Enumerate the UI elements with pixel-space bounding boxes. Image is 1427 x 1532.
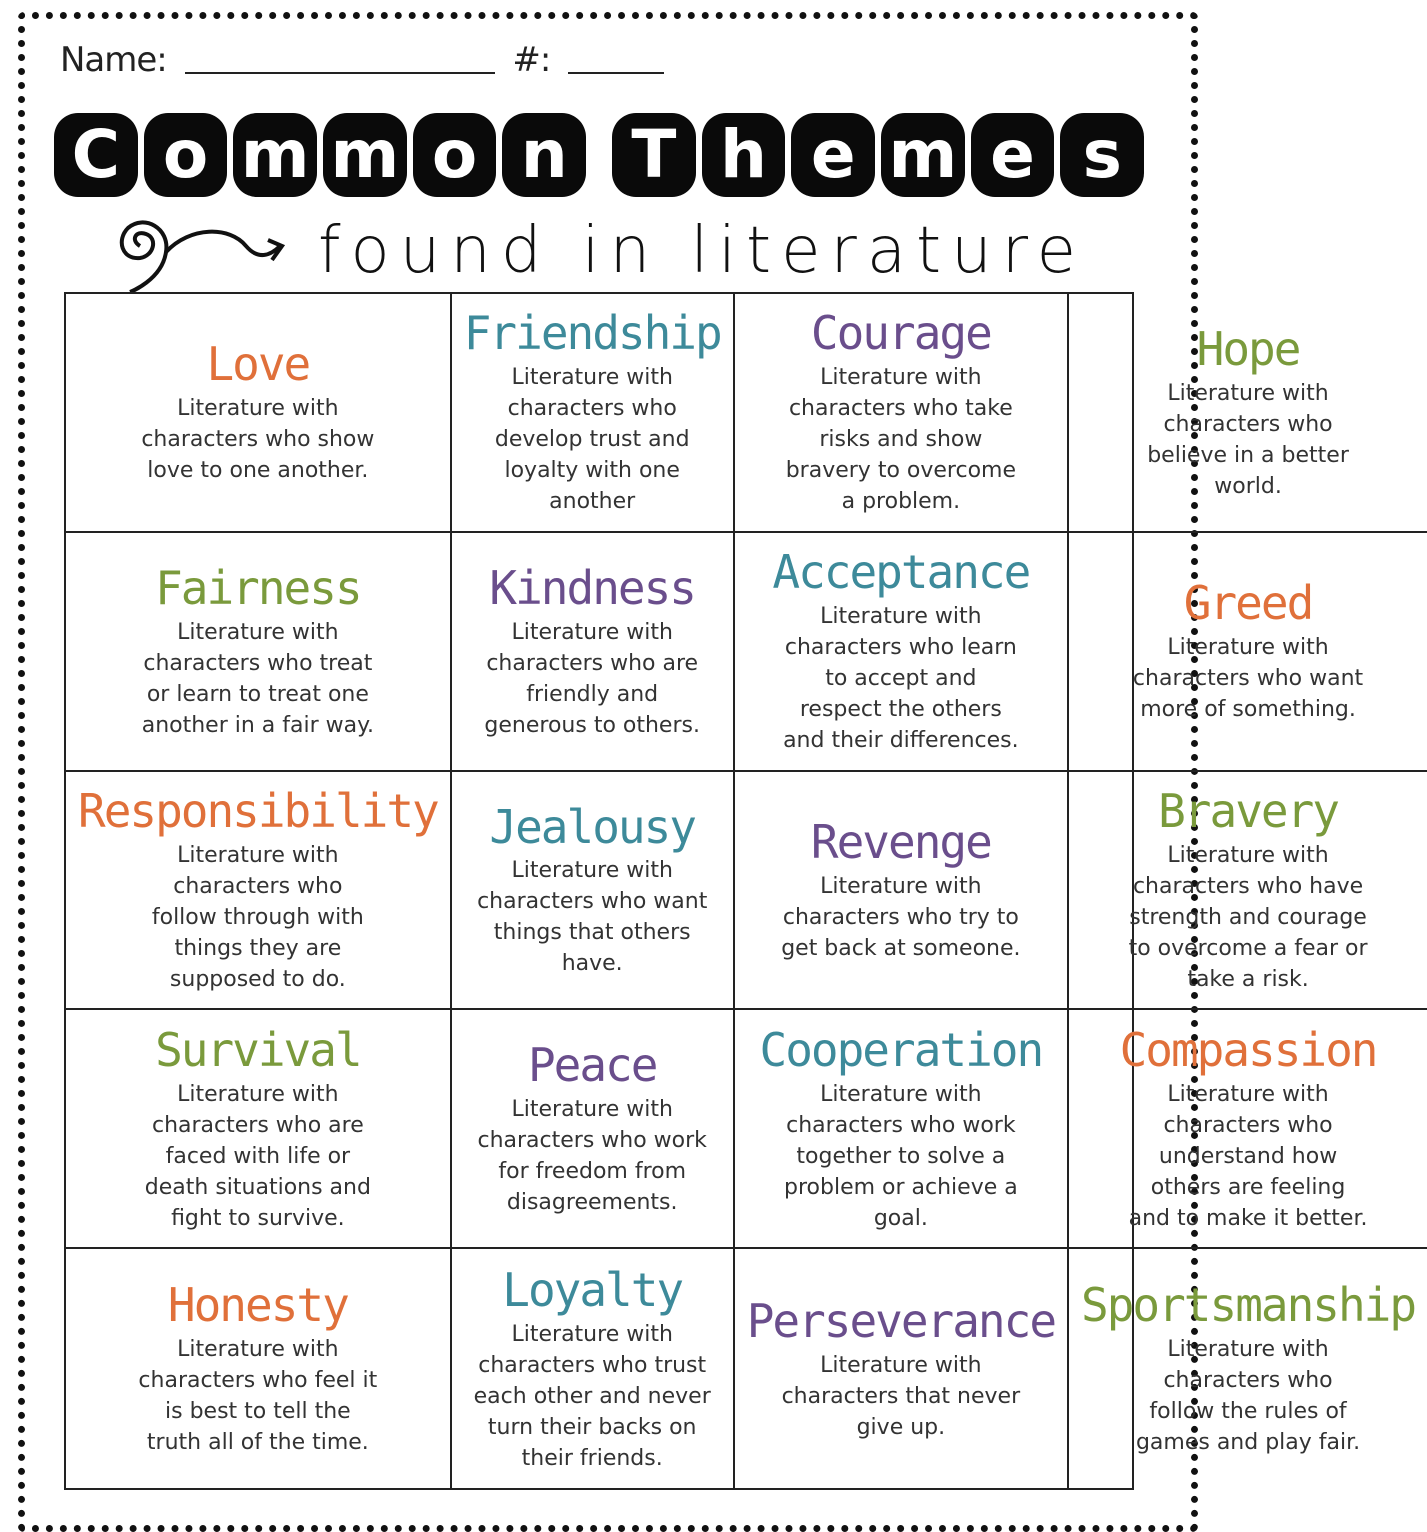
theme-name: Perseverance: [746, 1293, 1056, 1348]
theme-description: Literature with characters who treat or learn to treat one another in a fair way.: [141, 619, 374, 738]
title-letter-tile: n: [502, 113, 586, 197]
title-letter-tile: m: [881, 113, 965, 197]
theme-cell: [452, 1249, 735, 1488]
theme-name: Cooperation: [759, 1022, 1043, 1077]
theme-cell: [1069, 1010, 1427, 1249]
theme-cell: [452, 772, 735, 1011]
subtitle-row: [100, 206, 1120, 294]
theme-name: Sportsmanship: [1081, 1278, 1416, 1333]
theme-description: Literature with characters who have strength and courage to overcome a fear or take a risk.: [1128, 842, 1368, 992]
theme-name: Fairness: [155, 560, 361, 615]
theme-name: Compassion: [1119, 1022, 1377, 1077]
theme-name: Kindness: [489, 560, 695, 615]
title-letter-tile: e: [971, 113, 1055, 197]
theme-description: Literature with characters who want more of something.: [1132, 635, 1364, 723]
theme-name: Survival: [155, 1022, 361, 1077]
theme-name: Acceptance: [772, 545, 1030, 600]
theme-name: Greed: [1183, 576, 1313, 631]
theme-description: Literature with characters who take risks and show bravery to overcome a problem.: [785, 365, 1016, 515]
number-label: #:: [512, 40, 551, 80]
theme-cell: [735, 294, 1069, 533]
theme-description: Literature with characters who trust each other and never turn their backs on their friends.: [473, 1321, 711, 1471]
theme-description: Literature with characters who follow through with things they are supposed to do.: [151, 842, 364, 992]
title-letter-tile: o: [413, 113, 497, 197]
title-letter-tile: m: [323, 113, 407, 197]
theme-cell: [1069, 1249, 1427, 1488]
name-number-line: [60, 40, 672, 80]
theme-cell: [735, 772, 1069, 1011]
subtitle: found in literature: [318, 214, 1086, 288]
theme-description: Literature with characters who work together to solve a problem or achieve a goal.: [784, 1081, 1018, 1231]
theme-description: Literature with characters who are friendly and generous to others.: [484, 619, 700, 738]
theme-cell: [735, 533, 1069, 772]
name-blank[interactable]: [185, 42, 495, 74]
theme-cell: [66, 294, 452, 533]
title-letter-tile: m: [233, 113, 317, 197]
page-title: [54, 112, 1144, 198]
theme-name: Responsibility: [78, 784, 438, 839]
theme-name: Peace: [527, 1038, 657, 1093]
theme-description: Literature with characters who are faced with life or death situations and fight to survive.: [144, 1081, 371, 1231]
theme-description: Literature with characters who believe in a better world.: [1147, 380, 1349, 499]
theme-cell: [66, 1010, 452, 1249]
theme-cell: [1069, 772, 1427, 1011]
theme-cell: [66, 772, 452, 1011]
theme-cell: [1069, 533, 1427, 772]
theme-description: Literature with characters who show love to one another.: [141, 396, 375, 484]
theme-cell: [66, 1249, 452, 1488]
title-letter-tile: T: [612, 113, 696, 197]
theme-cell: [452, 1010, 735, 1249]
theme-name: Jealousy: [489, 799, 695, 854]
theme-description: Literature with characters who learn to accept and respect the others and their differences.: [783, 604, 1019, 754]
theme-name: Honesty: [167, 1278, 348, 1333]
theme-name: Bravery: [1158, 784, 1338, 839]
name-label: Name:: [60, 40, 167, 80]
theme-cell: [452, 294, 735, 533]
theme-cell: [66, 533, 452, 772]
theme-name: Loyalty: [502, 1262, 683, 1317]
theme-name: Revenge: [810, 815, 991, 870]
theme-name: Courage: [810, 306, 991, 361]
theme-cell: [1069, 294, 1427, 533]
themes-grid: [64, 292, 1416, 1490]
theme-description: Literature with characters who want things that others have.: [477, 858, 708, 977]
theme-name: Friendship: [463, 306, 721, 361]
theme-name: Hope: [1196, 321, 1300, 376]
title-letter-tile: o: [144, 113, 228, 197]
title-gap: [592, 113, 606, 197]
theme-cell: [735, 1010, 1069, 1249]
theme-description: Literature with characters who feel it is best to tell the truth all of the time.: [138, 1337, 378, 1456]
title-letter-tile: s: [1060, 113, 1144, 197]
number-blank[interactable]: [568, 42, 664, 74]
theme-name: Love: [206, 337, 310, 392]
theme-description: Literature with characters who try to get back at someone.: [781, 873, 1021, 961]
theme-cell: [735, 1249, 1069, 1488]
title-letter-tile: C: [54, 113, 138, 197]
title-letter-tile: h: [702, 113, 786, 197]
theme-description: Literature with characters that never give up.: [781, 1352, 1021, 1440]
theme-description: Literature with characters who follow the rules of games and play fair.: [1135, 1337, 1361, 1456]
theme-description: Literature with characters who develop trust and loyalty with one another: [494, 365, 690, 515]
theme-cell: [452, 533, 735, 772]
theme-description: Literature with characters who understand how others are feeling and to make it better.: [1128, 1081, 1368, 1231]
theme-description: Literature with characters who work for freedom from disagreements.: [477, 1097, 707, 1216]
swirl-arrow-icon: [100, 206, 300, 298]
title-letter-tile: e: [791, 113, 875, 197]
